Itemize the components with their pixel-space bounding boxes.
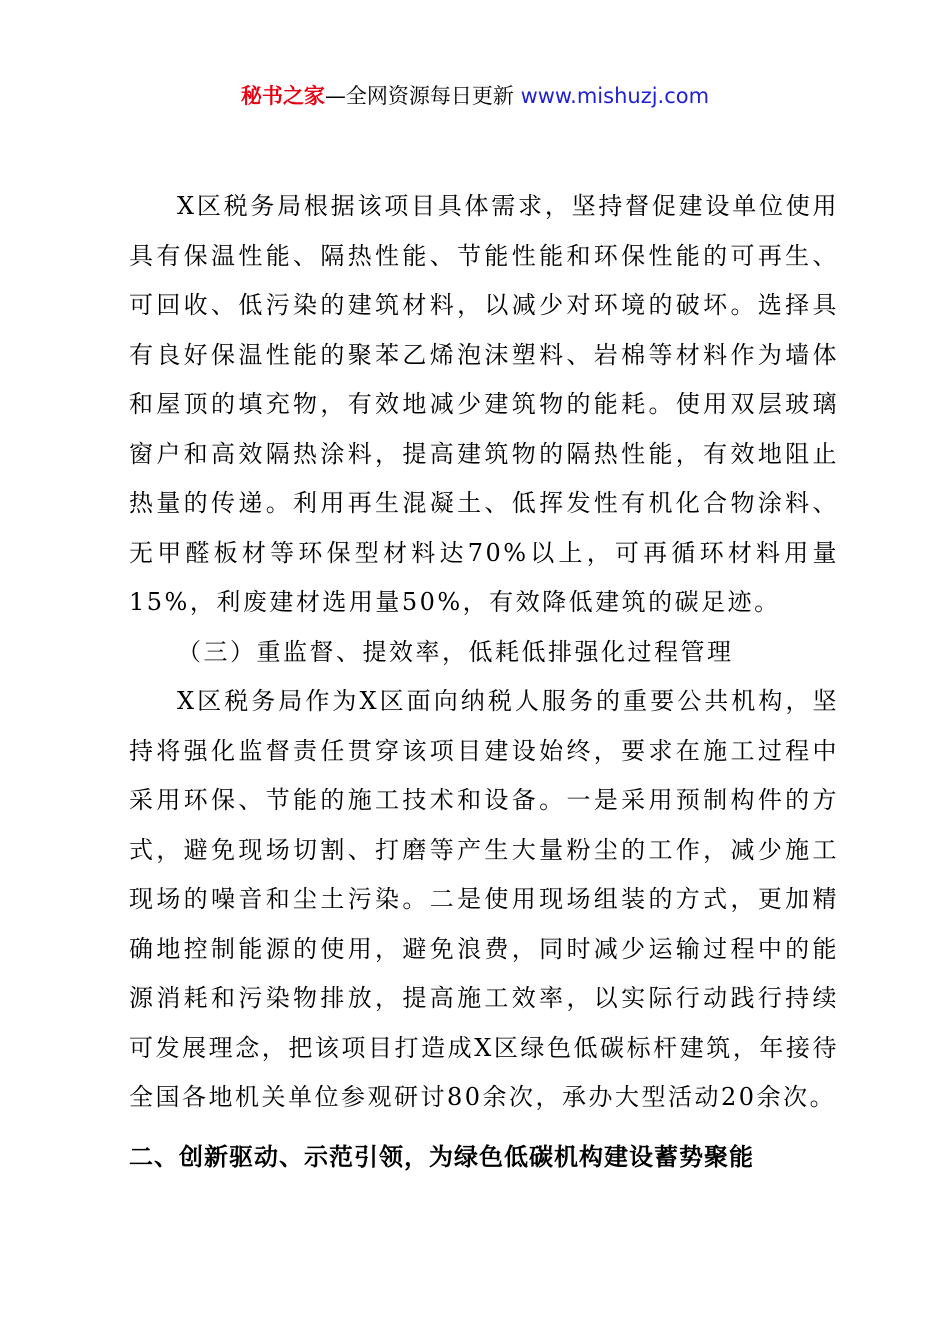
- paragraph-materials: X区税务局根据该项目具体需求，坚持督促建设单位使用具有保温性能、隔热性能、节能性能和环保性能的可再生、可回收、低污染的建筑材料，以减少对环境的破坏。选择具有良好保温性能的聚苯乙烯泡沫塑料、岩棉等材料作为墙体和屋顶的填充物，有效地减少建筑物的能耗。使用双层玻璃窗户和高效隔热涂料，提高建筑物的隔热性能，有效地阻止热量的传递。利用再生混凝土、低挥发性有机化合物涂料、无甲醛板材等环保型材料达70%以上，可再循环材料用量15%，利废建材选用量50%，有效降低建筑的碳足迹。: [129, 192, 839, 616]
- site-brand: 秘书之家: [240, 84, 325, 108]
- section-heading-innovation: 二、创新驱动、示范引领，为绿色低碳机构建设蓄势聚能: [129, 1142, 754, 1171]
- site-tagline: —全网资源每日更新: [324, 84, 521, 108]
- document-body: [129, 182, 839, 1182]
- subheading-supervision: （三）重监督、提效率，低耗低排强化过程管理: [177, 637, 734, 666]
- site-header: [0, 80, 950, 112]
- site-url-link[interactable]: www.mishuzj.com: [520, 84, 710, 108]
- paragraph-supervision: X区税务局作为X区面向纳税人服务的重要公共机构，坚持将强化监督责任贯穿该项目建设始终，要求在施工过程中采用环保、节能的施工技术和设备。一是采用预制构件的方式，避免现场切割、打磨等产生大量粉尘的工作，减少施工现场的噪音和尘土污染。二是使用现场组装的方式，更加精确地控制能源的使用，避免浪费，同时减少运输过程中的能源消耗和污染物排放，提高施工效率，以实际行动践行持续可发展理念，把该项目打造成X区绿色低碳标杆建筑，年接待全国各地机关单位参观研讨80余次，承办大型活动20余次。: [129, 687, 839, 1111]
